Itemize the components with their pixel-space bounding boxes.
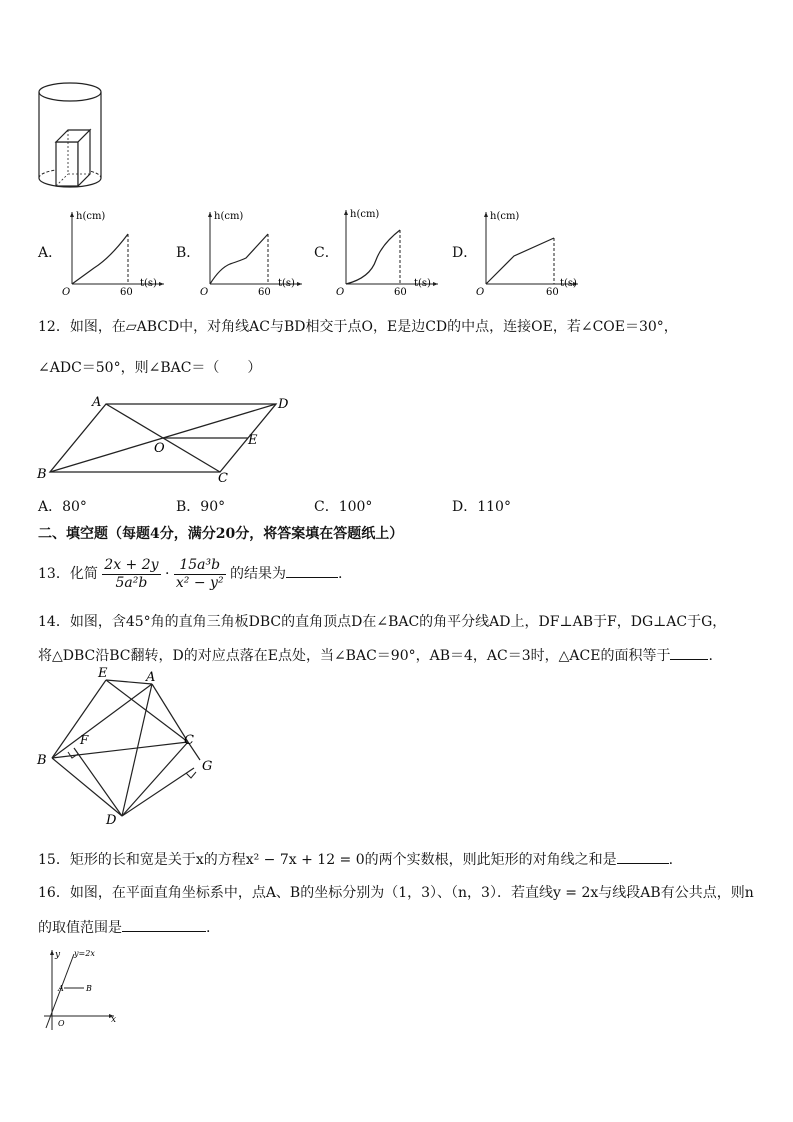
q13-end: . <box>338 566 343 582</box>
q16-coordinate-figure <box>36 946 120 1032</box>
q12-label-e: E <box>248 433 258 448</box>
q12-option-d: D．110° <box>452 499 511 515</box>
q11-graph-d-x-label: t(s) <box>560 278 577 289</box>
q12-option-a: A．80° <box>38 499 87 515</box>
q13-frac1-denominator: 5a²b <box>115 574 148 591</box>
q14-label-g: G <box>202 759 213 774</box>
q16-end: . <box>206 920 211 936</box>
q14-geometry-figure <box>34 664 220 832</box>
q11-graph-c-tick: 60 <box>394 287 407 296</box>
q11-graph-b-x-label: t(s) <box>278 278 295 289</box>
q13-frac2-numerator: 15a³b <box>174 557 226 575</box>
q13-dot: · <box>164 566 170 582</box>
q14-text-line1: 14．如图，含45°角的直角三角板DBC的直角顶点D在∠BAC的角平分线AD上，DF⊥AB于F，DG⊥AC于G， <box>38 614 727 630</box>
q11-graph-a <box>60 206 170 296</box>
q11-graph-c <box>334 204 444 296</box>
q11-graph-d-origin: O <box>476 287 485 296</box>
q11-graph-d <box>474 206 584 296</box>
q11-graph-b-tick: 60 <box>258 287 271 296</box>
q16-label-y: y <box>55 950 61 960</box>
q16-text-line2: 的取值范围是 <box>38 920 122 936</box>
q13-fraction-2 <box>174 557 226 592</box>
q12-label-b: B <box>37 467 47 482</box>
q16-label-a: A <box>58 984 64 993</box>
q11-graph-d-y-label: h(cm) <box>490 211 520 222</box>
q12-label-d: D <box>278 397 289 412</box>
q11-option-c-label: C． <box>314 245 339 261</box>
q11-graph-c-origin: O <box>336 287 345 296</box>
q14-label-c: C <box>184 733 194 748</box>
q15-line <box>38 849 673 869</box>
q11-graph-d-tick: 60 <box>546 287 559 296</box>
q14-label-e: E <box>98 666 108 681</box>
q11-graph-a-tick: 60 <box>120 287 133 296</box>
q13-fraction-1 <box>102 557 160 592</box>
q14-label-d: D <box>106 813 117 828</box>
q11-graph-c-y-label: h(cm) <box>350 209 380 220</box>
q11-graph-b-y-label: h(cm) <box>214 211 244 222</box>
q14-label-f: F <box>80 733 89 747</box>
q12-label-a: A <box>92 395 102 410</box>
q16-text-line1: 16．如图，在平面直角坐标系中，点A、B的坐标分别为（1，3）、（n，3）．若直线y = 2x与线段AB有公共点，则n <box>38 885 754 901</box>
q11-graph-a-y-label: h(cm) <box>76 211 106 222</box>
q12-label-o: O <box>154 441 165 456</box>
q12-option-b: B．90° <box>176 499 226 515</box>
q15-end: . <box>668 852 674 868</box>
q16-label-b: B <box>86 984 92 993</box>
q15-answer-blank <box>617 849 669 864</box>
section2-title: 二、填空题（每题4分，满分20分，将答案填在答题纸上） <box>38 526 404 542</box>
q11-graph-a-origin: O <box>62 287 71 296</box>
q11-option-d-label: D． <box>452 245 478 261</box>
q14-end: . <box>708 648 713 664</box>
q13-line <box>38 554 342 594</box>
q16-label-o: O <box>58 1019 65 1028</box>
q11-graph-b <box>198 206 308 296</box>
q14-text-line2-wrap <box>38 645 713 665</box>
q13-suffix: 的结果为 <box>230 566 287 582</box>
q13-answer-blank <box>286 563 338 578</box>
q13-frac1-numerator: 2x + 2y <box>104 556 159 573</box>
q12-option-c: C．100° <box>314 499 373 515</box>
q16-answer-blank <box>122 917 206 932</box>
q13-prefix: 13．化简 <box>38 566 98 582</box>
q16-line2-wrap <box>38 917 210 937</box>
q11-graph-b-origin: O <box>200 287 209 296</box>
q11-graph-a-x-label: t(s) <box>140 278 157 289</box>
q14-label-a: A <box>146 670 156 685</box>
q15-text: 15．矩形的长和宽是关于x的方程x² − 7x + 12 = 0的两个实数根，则此矩形的对角线之和是 <box>38 852 617 868</box>
q14-label-b: B <box>37 753 47 768</box>
q12-parallelogram-figure <box>34 392 300 484</box>
q11-option-b-label: B． <box>176 245 201 261</box>
q12-text-line2: ∠ADC＝50°，则∠BAC＝（ ） <box>38 360 262 376</box>
q11-cylinder-figure <box>34 80 110 192</box>
q11-option-a-label: A． <box>38 245 63 261</box>
q16-label-line: y=2x <box>74 949 95 958</box>
q12-text-line1: 12．如图，在▱ABCD中，对角线AC与BD相交于点O，E是边CD的中点，连接OE，若∠COE＝30°， <box>38 319 678 335</box>
q16-label-x: x <box>111 1015 117 1025</box>
q13-frac2-denominator: x² − y² <box>175 574 224 591</box>
q14-text-line2: 将△DBC沿BC翻转，D的对应点落在E点处，当∠BAC＝90°，AB＝4，AC＝3时，△ACE的面积等于 <box>38 648 671 664</box>
q11-graph-c-x-label: t(s) <box>414 278 431 289</box>
q14-answer-blank <box>670 645 708 660</box>
q12-label-c: C <box>218 471 228 484</box>
